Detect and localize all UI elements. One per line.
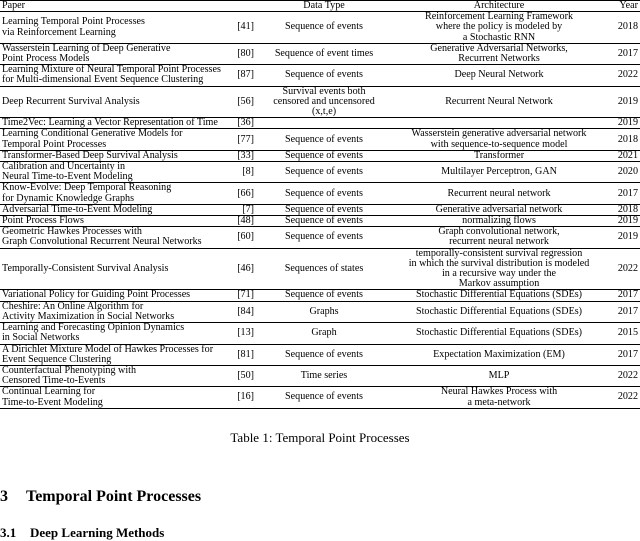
table-row xyxy=(0,204,640,215)
cell-paper: Cheshire: An Online Algorithm for Activity Maximization in Social Networks xyxy=(0,301,224,322)
cell-reference: [13] xyxy=(224,323,258,344)
cell-year: 2017 xyxy=(608,290,640,301)
cell-data-type: Sequence of events xyxy=(258,183,390,204)
cell-data-type: Sequence of event times xyxy=(258,43,390,64)
cell-year: 2019 xyxy=(608,227,640,248)
cell-architecture: Wasserstein generative adversarial network with sequence-to-sequence model xyxy=(390,129,608,150)
cell-data-type: Sequence of events xyxy=(258,12,390,44)
cell-year: 2022 xyxy=(608,365,640,386)
table-row xyxy=(0,43,640,64)
cell-architecture: Recurrent neural network xyxy=(390,183,608,204)
cell-year: 2017 xyxy=(608,183,640,204)
cell-data-type: Graphs xyxy=(258,301,390,322)
cell-year: 2019 xyxy=(608,216,640,227)
cell-paper: Wasserstein Learning of Deep Generative Point Process Models xyxy=(0,43,224,64)
cell-data-type: Sequence of events xyxy=(258,129,390,150)
table-row xyxy=(0,227,640,248)
cell-data-type: Time series xyxy=(258,365,390,386)
cell-architecture xyxy=(390,118,608,129)
cell-paper: Learning Conditional Generative Models for Temporal Point Processes xyxy=(0,129,224,150)
cell-architecture: Multilayer Perceptron, GAN xyxy=(390,162,608,183)
cell-architecture: Stochastic Differential Equations (SDEs) xyxy=(390,323,608,344)
cell-data-type: Sequence of events xyxy=(258,150,390,161)
cell-year: 2018 xyxy=(608,12,640,44)
table-row xyxy=(0,86,640,118)
cell-year: 2017 xyxy=(608,344,640,365)
cell-paper: Temporally-Consistent Survival Analysis xyxy=(0,248,224,290)
cell-reference: [84] xyxy=(224,301,258,322)
table-row xyxy=(0,150,640,161)
table-row xyxy=(0,323,640,344)
cell-reference: [71] xyxy=(224,290,258,301)
table-row xyxy=(0,301,640,322)
cell-reference: [60] xyxy=(224,227,258,248)
cell-architecture: Neural Hawkes Process with a meta-network xyxy=(390,387,608,408)
cell-year: 2021 xyxy=(608,150,640,161)
cell-reference: [80] xyxy=(224,43,258,64)
cell-year: 2018 xyxy=(608,204,640,215)
cell-data-type xyxy=(258,118,390,129)
section-heading xyxy=(0,488,201,506)
cell-year: 2022 xyxy=(608,387,640,408)
cell-paper: Point Process Flows xyxy=(0,216,224,227)
cell-paper: Variational Policy for Guiding Point Processes xyxy=(0,290,224,301)
cell-data-type: Sequence of events xyxy=(258,387,390,408)
cell-reference: [8] xyxy=(224,162,258,183)
table-row xyxy=(0,183,640,204)
cell-reference: [33] xyxy=(224,150,258,161)
cell-reference: [36] xyxy=(224,118,258,129)
cell-paper: Counterfactual Phenotyping with Censored Time-to-Events xyxy=(0,365,224,386)
table-row xyxy=(0,248,640,290)
cell-year: 2015 xyxy=(608,323,640,344)
cell-architecture: Reinforcement Learning Framework where the policy is modeled by a Stochastic RNN xyxy=(390,12,608,44)
cell-paper: Time2Vec: Learning a Vector Representation of Time xyxy=(0,118,224,129)
cell-reference: [46] xyxy=(224,248,258,290)
cell-paper: Transformer-Based Deep Survival Analysis xyxy=(0,150,224,161)
table-row xyxy=(0,162,640,183)
cell-architecture: Recurrent Neural Network xyxy=(390,86,608,118)
cell-year: 2019 xyxy=(608,86,640,118)
cell-paper: Learning Temporal Point Processes via Reinforcement Learning xyxy=(0,12,224,44)
cell-reference: [81] xyxy=(224,344,258,365)
cell-architecture: Deep Neural Network xyxy=(390,65,608,86)
header-year: Year xyxy=(608,1,640,12)
cell-architecture: Graph convolutional network, recurrent neural network xyxy=(390,227,608,248)
table-caption: Table 1: Temporal Point Processes xyxy=(230,430,410,445)
cell-year: 2022 xyxy=(608,248,640,290)
cell-architecture: Generative Adversarial Networks, Recurrent Networks xyxy=(390,43,608,64)
cell-paper: Calibration and Uncertainty in Neural Time-to-Event Modeling xyxy=(0,162,224,183)
header-architecture: Architecture xyxy=(390,1,608,12)
table-row xyxy=(0,216,640,227)
cell-paper: Learning Mixture of Neural Temporal Point Processes for Multi-dimensional Event Sequence Clustering xyxy=(0,65,224,86)
cell-paper: Continual Learning for Time-to-Event Modeling xyxy=(0,387,224,408)
table-row xyxy=(0,129,640,150)
cell-architecture: Stochastic Differential Equations (SDEs) xyxy=(390,290,608,301)
subsection-heading xyxy=(0,526,164,540)
cell-year: 2017 xyxy=(608,301,640,322)
cell-year: 2017 xyxy=(608,43,640,64)
cell-architecture: normalizing flows xyxy=(390,216,608,227)
cell-data-type: Sequences of states xyxy=(258,248,390,290)
table-header-row xyxy=(0,1,640,12)
cell-reference: [77] xyxy=(224,129,258,150)
cell-data-type: Sequence of events xyxy=(258,290,390,301)
cell-year: 2018 xyxy=(608,129,640,150)
cell-paper: Adversarial Time-to-Event Modeling xyxy=(0,204,224,215)
cell-architecture: Generative adversarial network xyxy=(390,204,608,215)
table-row xyxy=(0,290,640,301)
cell-data-type: Sequence of events xyxy=(258,344,390,365)
table-row xyxy=(0,65,640,86)
cell-data-type: Graph xyxy=(258,323,390,344)
section-title: Temporal Point Processes xyxy=(26,488,202,505)
cell-reference: [56] xyxy=(224,86,258,118)
cell-year: 2022 xyxy=(608,65,640,86)
cell-paper: Geometric Hawkes Processes with Graph Convolutional Recurrent Neural Networks xyxy=(0,227,224,248)
cell-data-type: Sequence of events xyxy=(258,227,390,248)
cell-data-type: Sequence of events xyxy=(258,216,390,227)
table-row xyxy=(0,12,640,44)
cell-year: 2020 xyxy=(608,162,640,183)
cell-architecture: Stochastic Differential Equations (SDEs) xyxy=(390,301,608,322)
cell-architecture: Expectation Maximization (EM) xyxy=(390,344,608,365)
cell-reference: [87] xyxy=(224,65,258,86)
table-row xyxy=(0,387,640,408)
cell-reference: [41] xyxy=(224,12,258,44)
cell-data-type: Sequence of events xyxy=(258,65,390,86)
cell-reference: [16] xyxy=(224,387,258,408)
cell-year: 2019 xyxy=(608,118,640,129)
table-row xyxy=(0,344,640,365)
cell-data-type: Sequence of events xyxy=(258,204,390,215)
cell-paper: Know-Evolve: Deep Temporal Reasoning for Dynamic Knowledge Graphs xyxy=(0,183,224,204)
cell-architecture: MLP xyxy=(390,365,608,386)
cell-architecture: Transformer xyxy=(390,150,608,161)
cell-data-type: Survival events both censored and uncensored (x,t,e) xyxy=(258,86,390,118)
table-row xyxy=(0,118,640,129)
cell-reference: [7] xyxy=(224,204,258,215)
cell-paper: Learning and Forecasting Opinion Dynamics in Social Networks xyxy=(0,323,224,344)
subsection-number: 3.1 xyxy=(0,525,17,540)
cell-architecture: temporally-consistent survival regression in which the survival distribution is modeled in a recursive way under the Markov assumption xyxy=(390,248,608,290)
header-data-type: Data Type xyxy=(258,1,390,12)
cell-data-type: Sequence of events xyxy=(258,162,390,183)
cell-paper: Deep Recurrent Survival Analysis xyxy=(0,86,224,118)
table-row xyxy=(0,365,640,386)
cell-reference: [50] xyxy=(224,365,258,386)
subsection-title: Deep Learning Methods xyxy=(30,525,165,540)
cell-paper: A Dirichlet Mixture Model of Hawkes Processes for Event Sequence Clustering xyxy=(0,344,224,365)
cell-reference: [48] xyxy=(224,216,258,227)
header-paper: Paper xyxy=(0,1,258,12)
cell-reference: [66] xyxy=(224,183,258,204)
section-number: 3 xyxy=(0,488,8,505)
